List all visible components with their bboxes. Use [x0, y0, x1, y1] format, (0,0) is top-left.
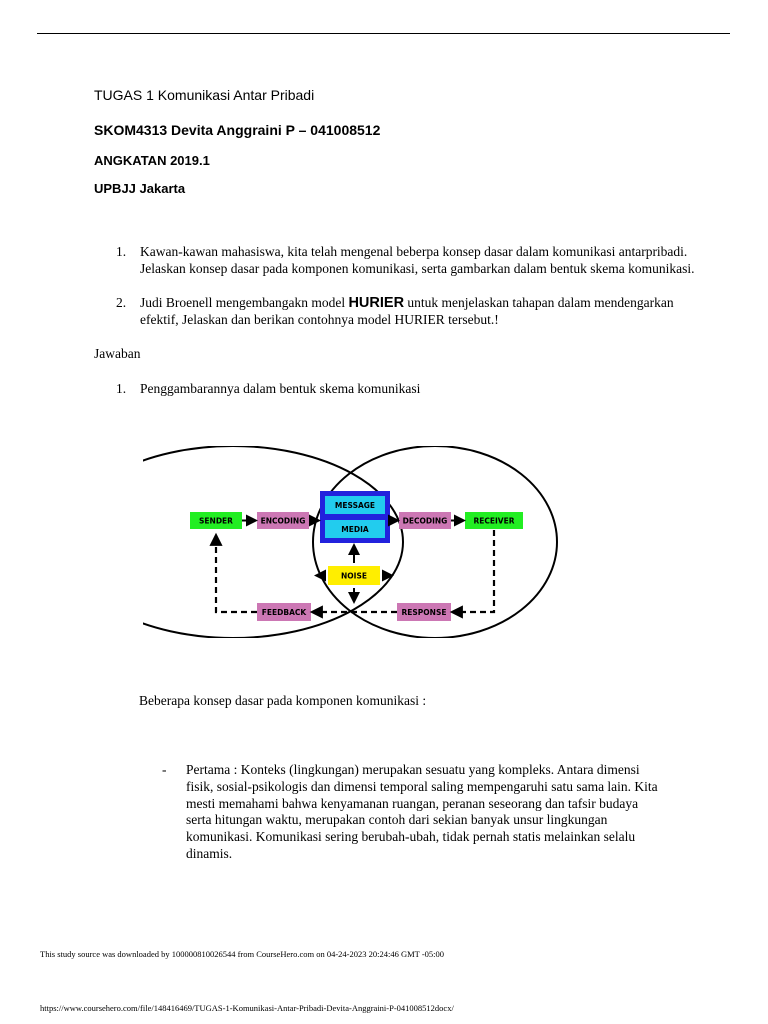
- encoding-label: ENCODING: [260, 516, 306, 526]
- noise-label: NOISE: [341, 571, 367, 581]
- hurier-emphasis: HURIER: [348, 295, 405, 311]
- answer-number: 1.: [116, 381, 127, 396]
- response-label: RESPONSE: [401, 608, 447, 617]
- question-text-part: untuk menjelaskan tahapan dalam mendengarkan efektif, Jelaskan dan berikan contohnya model HURIER tersebut.!: [140, 295, 674, 327]
- question-text-part: Judi Broenell mengembangakn model: [140, 295, 349, 310]
- communication-schema-diagram: [143, 446, 563, 638]
- bullet-dash: -: [162, 762, 167, 777]
- jawaban-label: Jawaban: [94, 346, 141, 361]
- top-rule: [37, 33, 730, 34]
- question-1: [116, 244, 696, 277]
- question-number: 1.: [116, 244, 127, 259]
- question-text: [140, 295, 696, 328]
- assignment-title: TUGAS 1 Komunikasi Antar Pribadi: [94, 87, 315, 103]
- angkatan-label: ANGKATAN 2019.1: [94, 153, 210, 168]
- bullet-item-pertama: [162, 762, 662, 863]
- decoding-label: DECODING: [402, 516, 448, 526]
- receiver-label: RECEIVER: [473, 516, 515, 526]
- feedback-label: FEEDBACK: [261, 608, 307, 617]
- student-info: SKOM4313 Devita Anggraini P – 041008512: [94, 122, 381, 138]
- media-label: MEDIA: [341, 525, 369, 534]
- question-text: Kawan-kawan mahasiswa, kita telah mengenal beberpa konsep dasar dalam komunikasi antarpribadi. Jelaskan konsep dasar pada komponen komunikasi, serta gambarkan dalam bentuk skema komunikasi.: [140, 244, 695, 276]
- bullet-text: Pertama : Konteks (lingkungan) merupakan sesuatu yang kompleks. Antara dimensi fisik, sosial-psikologis dan dimensi temporal saling mempengaruhi satu sama lain. Kita mesti memahami bahwa kenyamanan ruangan, peranan seseorang dan tafsir budaya serta hitungan waktu, merupakan contoh dari sekian banyak unsur lingkungan komunikasi. Komunikasi sering berubah-ubah, tidak pernah statis melainkan selalu dinamis.: [186, 762, 658, 861]
- answer-1: [116, 381, 696, 398]
- question-number: 2.: [116, 295, 127, 310]
- source-url[interactable]: https://www.coursehero.com/file/148416469/TUGAS-1-Komunikasi-Antar-Pribadi-Devita-Anggraini-P-041008512docx/: [40, 1003, 454, 1013]
- sender-label: SENDER: [199, 516, 233, 526]
- download-notice: This study source was downloaded by 100000810026544 from CourseHero.com on 04-24-2023 20:24:46 GMT -05:00: [40, 949, 445, 959]
- answer-text: Penggambarannya dalam bentuk skema komunikasi: [140, 381, 421, 396]
- konsep-intro: Beberapa konsep dasar pada komponen komunikasi :: [139, 693, 427, 708]
- upbjj-label: UPBJJ Jakarta: [94, 181, 186, 196]
- question-2: [116, 295, 696, 328]
- message-label: MESSAGE: [334, 501, 376, 510]
